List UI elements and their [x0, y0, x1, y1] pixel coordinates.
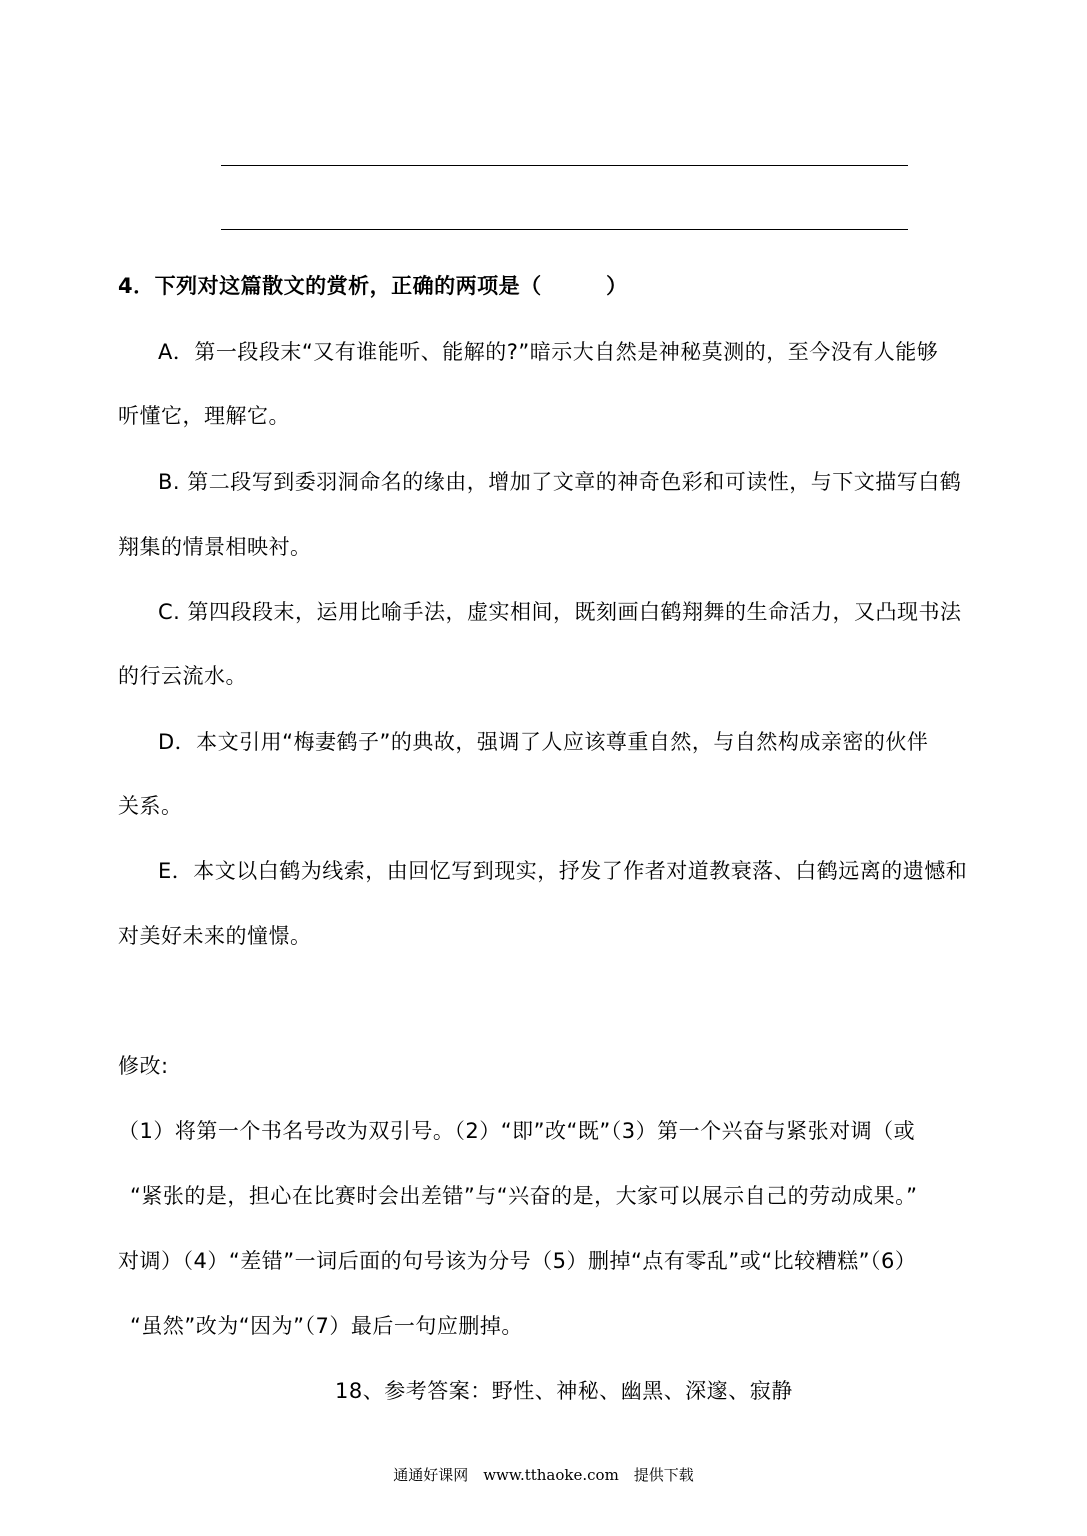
answer-line-1: [221, 165, 908, 166]
option-a-line-2: 听懂它，理解它。: [118, 404, 290, 428]
revision-line-2: “紧张的是，担心在比赛时会出差错”与“兴奋的是，大家可以展示自己的劳动成果。”: [130, 1184, 918, 1208]
option-b-line-1: B. 第二段写到委羽洞命名的缘由，增加了文章的神奇色彩和可读性，与下文描写白鹤: [158, 470, 962, 494]
revision-line-1: （1）将第一个书名号改为双引号。（2）“即”改“既”（3）第一个兴奋与紧张对调（或: [118, 1119, 916, 1143]
option-e-line-2: 对美好未来的憧憬。: [118, 924, 312, 948]
question-4-stem: 4．下列对这篇散文的赏析，正确的两项是（ ）: [118, 274, 628, 298]
option-a-line-1: A．第一段段末“又有谁能听、能解的?”暗示大自然是神秘莫测的，至今没有人能够: [158, 340, 939, 364]
option-c-line-1: C. 第四段段末，运用比喻手法，虚实相间，既刻画白鹤翔舞的生命活力，又凸现书法: [158, 600, 962, 624]
option-b-line-2: 翔集的情景相映衬。: [118, 535, 312, 559]
option-c-line-2: 的行云流水。: [118, 664, 247, 688]
option-e-line-1: E．本文以白鹤为线索，由回忆写到现实，抒发了作者对道教衰落、白鹤远离的遗憾和: [158, 859, 968, 883]
revision-line-4: “虽然”改为“因为”（7）最后一句应删掉。: [130, 1314, 523, 1338]
page-footer: 通通好课网 www.tthaoke.com 提供下载: [393, 1466, 694, 1484]
revision-line-3: 对调）（4）“差错”一词后面的句号该为分号（5）删掉“点有零乱”或“比较糟糕”（6）: [118, 1249, 917, 1273]
answer-18: 18、参考答案：野性、神秘、幽黑、深邃、寂静: [335, 1379, 793, 1403]
option-d-line-1: D．本文引用“梅妻鹤子”的典故，强调了人应该尊重自然，与自然构成亲密的伙伴: [158, 730, 929, 754]
revision-heading: 修改:: [118, 1054, 169, 1078]
option-d-line-2: 关系。: [118, 794, 183, 818]
answer-line-2: [221, 229, 908, 230]
